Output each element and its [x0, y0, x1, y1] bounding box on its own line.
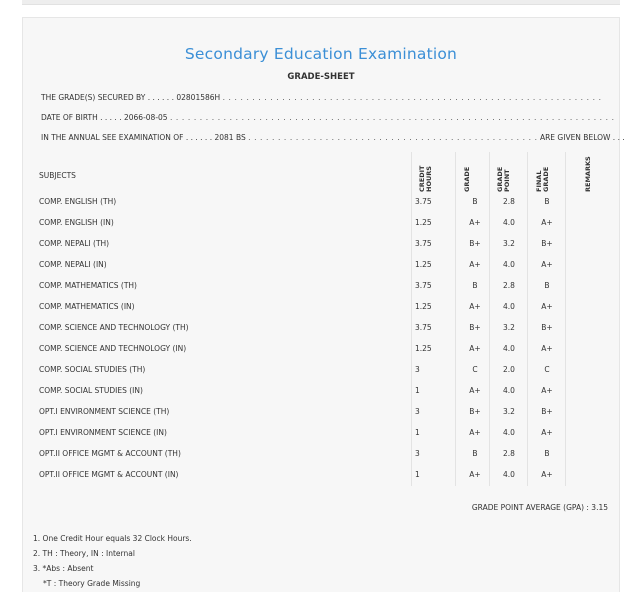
grade-point-cell: 4.0	[503, 218, 515, 227]
grade-header: GRADE	[463, 166, 471, 192]
final-grade-header: FINAL GRADE	[535, 166, 550, 192]
credit-hours-cell: 3	[415, 407, 420, 416]
dot-leader: . . . . . . . . . . . . . . . . . . . . . . . . . . . . . . . . . . . . . . . . . . . . . . . . . . . . . . . . . . . . . . . .	[222, 93, 602, 102]
subject-cell: OPT.I ENVIRONMENT SCIENCE (TH)	[39, 407, 170, 416]
grade-cell: B	[472, 449, 478, 458]
footnote: 3. *Abs : Absent	[33, 564, 94, 573]
grade-sheet-heading: GRADE-SHEET	[287, 72, 355, 82]
grade-cell: A+	[469, 428, 481, 437]
exam-suffix: ARE GIVEN BELOW . . .	[539, 133, 625, 142]
credit-hours-cell: 1	[415, 470, 420, 479]
grade-point-cell: 4.0	[503, 260, 515, 269]
grade-cell: A+	[469, 386, 481, 395]
credit-hours-cell: 3.75	[415, 323, 432, 332]
dob-value: 2066-08-05	[123, 113, 168, 122]
grade-cell: A+	[469, 302, 481, 311]
secured-by-line	[41, 93, 602, 102]
exam-year: 2081 BS	[214, 133, 246, 142]
subject-cell: OPT.I ENVIRONMENT SCIENCE (IN)	[39, 428, 167, 437]
grade-cell: A+	[469, 344, 481, 353]
final-grade-cell: A+	[541, 344, 553, 353]
table-row	[33, 444, 609, 465]
top-bar	[22, 0, 620, 5]
exam-title: Secondary Education Examination	[184, 45, 458, 63]
grade-cell: A+	[469, 470, 481, 479]
dob-line	[41, 113, 615, 122]
symbol-number: 02801586H	[176, 93, 221, 102]
table-row	[33, 213, 609, 234]
table-row	[33, 192, 609, 213]
grade-point-cell: 3.2	[503, 239, 515, 248]
grade-point-header: GRADE POINT	[496, 166, 511, 192]
credit-hours-cell: 3.75	[415, 197, 432, 206]
credit-hours-cell: 1.25	[415, 302, 432, 311]
subject-cell: COMP. ENGLISH (TH)	[39, 197, 117, 206]
grade-cell: B+	[469, 323, 481, 332]
final-grade-cell: B	[544, 197, 550, 206]
final-grade-cell: A+	[541, 386, 553, 395]
grade-cell: B+	[469, 239, 481, 248]
table-row	[33, 234, 609, 255]
grade-point-cell: 2.0	[503, 365, 515, 374]
subject-cell: COMP. SCIENCE AND TECHNOLOGY (TH)	[39, 323, 189, 332]
grade-cell: A+	[469, 260, 481, 269]
table-row	[33, 276, 609, 297]
credit-hours-cell: 3.75	[415, 281, 432, 290]
footnote: *T : Theory Grade Missing	[43, 579, 141, 588]
dob-label: DATE OF BIRTH . . . . .	[41, 113, 122, 122]
credit-hours-cell: 1.25	[415, 218, 432, 227]
subject-cell: COMP. SOCIAL STUDIES (IN)	[39, 386, 143, 395]
subject-cell: COMP. NEPALI (TH)	[39, 239, 110, 248]
table-row	[33, 381, 609, 402]
credit-hours-cell: 3.75	[415, 239, 432, 248]
subject-cell: COMP. SCIENCE AND TECHNOLOGY (IN)	[39, 344, 187, 353]
grade-point-cell: 4.0	[503, 386, 515, 395]
table-row	[33, 297, 609, 318]
final-grade-cell: A+	[541, 428, 553, 437]
final-grade-cell: B+	[541, 407, 553, 416]
table-row	[33, 255, 609, 276]
grade-point-cell: 4.0	[503, 428, 515, 437]
grade-point-cell: 4.0	[503, 470, 515, 479]
subject-cell: OPT.II OFFICE MGMT & ACCOUNT (TH)	[39, 449, 181, 458]
final-grade-cell: B	[544, 281, 550, 290]
credit-hours-header: CREDIT HOURS	[418, 165, 433, 192]
credit-hours-cell: 3	[415, 449, 420, 458]
table-row	[33, 423, 609, 444]
subject-cell: COMP. MATHEMATICS (TH)	[39, 281, 137, 290]
table-row	[33, 318, 609, 339]
exam-line	[41, 133, 625, 142]
credit-hours-cell: 1	[415, 386, 420, 395]
grade-cell: C	[472, 365, 478, 374]
grade-cell: B	[472, 281, 478, 290]
subjects-header: SUBJECTS	[39, 171, 76, 180]
table-row	[33, 402, 609, 423]
grade-cell: B+	[469, 407, 481, 416]
final-grade-cell: B+	[541, 239, 553, 248]
dot-leader: . . . . . . . . . . . . . . . . . . . . . . . . . . . . . . . . . . . . . . . . . . . . . . . . .	[248, 133, 538, 142]
footnotes	[33, 534, 192, 594]
final-grade-cell: A+	[541, 470, 553, 479]
grade-point-cell: 3.2	[503, 407, 515, 416]
final-grade-cell: C	[544, 365, 550, 374]
grade-point-cell: 2.8	[503, 449, 515, 458]
subject-cell: OPT.II OFFICE MGMT & ACCOUNT (IN)	[39, 470, 179, 479]
footnote: 2. TH : Theory, IN : Internal	[33, 549, 135, 558]
credit-hours-cell: 1.25	[415, 260, 432, 269]
grade-sheet	[22, 17, 625, 592]
footnote: 1. One Credit Hour equals 32 Clock Hours.	[33, 534, 192, 543]
subject-cell: COMP. ENGLISH (IN)	[39, 218, 114, 227]
gpa-summary: GRADE POINT AVERAGE (GPA) : 3.15	[471, 503, 608, 512]
grade-cell: B	[472, 197, 478, 206]
credit-hours-cell: 1	[415, 428, 420, 437]
final-grade-cell: A+	[541, 218, 553, 227]
secured-by-label: THE GRADE(S) SECURED BY . . . . . .	[41, 93, 174, 102]
remarks-header: REMARKS	[584, 156, 592, 192]
grade-point-cell: 4.0	[503, 302, 515, 311]
grade-point-cell: 3.2	[503, 323, 515, 332]
subject-cell: COMP. MATHEMATICS (IN)	[39, 302, 135, 311]
subject-cell: COMP. NEPALI (IN)	[39, 260, 107, 269]
final-grade-cell: B+	[541, 323, 553, 332]
grade-cell: A+	[469, 218, 481, 227]
table-row	[33, 465, 609, 486]
final-grade-cell: A+	[541, 260, 553, 269]
subject-cell: COMP. SOCIAL STUDIES (TH)	[39, 365, 146, 374]
table-row	[33, 360, 609, 381]
exam-label: IN THE ANNUAL SEE EXAMINATION OF . . . . . .	[41, 133, 213, 142]
dot-leader: . . . . . . . . . . . . . . . . . . . . . . . . . . . . . . . . . . . . . . . . . . . . . . . . . . . . . . . . . . . . . . . . . . . . . . . . . . .	[169, 113, 615, 122]
credit-hours-cell: 3	[415, 365, 420, 374]
credit-hours-cell: 1.25	[415, 344, 432, 353]
grade-point-cell: 4.0	[503, 344, 515, 353]
grade-point-cell: 2.8	[503, 197, 515, 206]
table-row	[33, 339, 609, 360]
final-grade-cell: B	[544, 449, 550, 458]
grade-point-cell: 2.8	[503, 281, 515, 290]
final-grade-cell: A+	[541, 302, 553, 311]
